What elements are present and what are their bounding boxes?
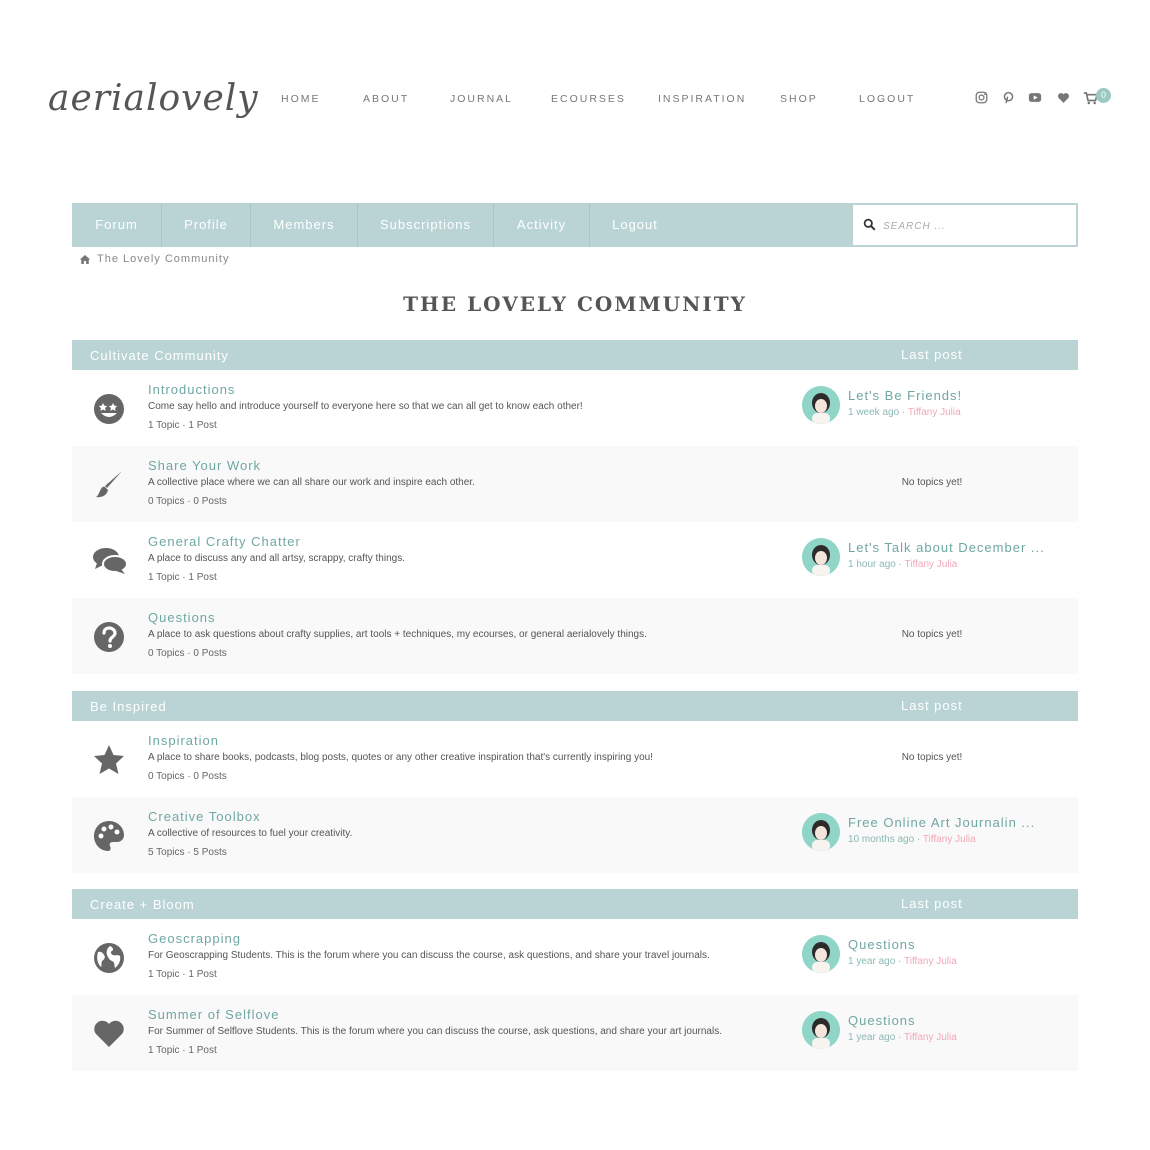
forum-stats: 1 Topic · 1 Post	[148, 420, 217, 431]
forum-stats: 0 Topics · 0 Posts	[148, 648, 227, 659]
forum-description: Come say hello and introduce yourself to everyone here so that we can all get to know each other!	[148, 401, 583, 412]
no-topics-label: No topics yet!	[901, 752, 963, 763]
palette-icon	[92, 819, 126, 853]
forum-stats: 1 Topic · 1 Post	[148, 572, 217, 583]
chat-bubbles-icon	[92, 544, 126, 578]
last-post-author[interactable]: Tiffany Julia	[904, 559, 958, 570]
paintbrush-icon	[92, 468, 126, 502]
forum-row	[72, 598, 1078, 674]
avatar[interactable]	[802, 935, 840, 973]
nav-home[interactable]: HOME	[281, 93, 321, 105]
star-icon	[92, 743, 126, 777]
section-header	[72, 889, 1078, 919]
section-title: Cultivate Community	[90, 348, 229, 363]
last-post-title[interactable]: Questions	[848, 1013, 916, 1028]
avatar[interactable]	[802, 1011, 840, 1049]
forum-title[interactable]: Inspiration	[148, 733, 219, 748]
nav-about[interactable]: ABOUT	[363, 93, 410, 105]
search-icon[interactable]	[863, 218, 876, 236]
last-post-meta: 10 months ago · Tiffany Julia	[848, 834, 976, 845]
forum-description: For Summer of Selflove Students. This is the forum where you can discuss the course, ask questions, and share your art journals.	[148, 1026, 722, 1037]
forum-description: For Geoscrapping Students. This is the forum where you can discuss the course, ask questions, and share your travel journals.	[148, 950, 710, 961]
last-post-meta: 1 year ago · Tiffany Julia	[848, 1032, 957, 1043]
section-title: Be Inspired	[90, 699, 167, 714]
forum-title[interactable]: Geoscrapping	[148, 931, 241, 946]
last-post-time[interactable]: 1 year ago	[848, 956, 896, 967]
last-post-author[interactable]: Tiffany Julia	[903, 956, 957, 967]
logo-text: aerialovely	[48, 78, 259, 119]
globe-icon	[92, 941, 126, 975]
forum-stats: 0 Topics · 0 Posts	[148, 496, 227, 507]
last-post-author[interactable]: Tiffany Julia	[903, 1032, 957, 1043]
last-post-meta: 1 year ago · Tiffany Julia	[848, 956, 957, 967]
last-post-meta: 1 hour ago · Tiffany Julia	[848, 559, 958, 570]
last-post-title[interactable]: Let's Talk about December ...	[848, 540, 1045, 555]
last-post-title[interactable]: Let's Be Friends!	[848, 388, 963, 403]
nav-shop[interactable]: SHOP	[780, 93, 818, 105]
instagram-icon[interactable]	[975, 91, 989, 105]
home-icon[interactable]	[79, 254, 91, 268]
search-input[interactable]	[883, 215, 1063, 237]
last-post-author[interactable]: Tiffany Julia	[922, 834, 976, 845]
no-topics-label: No topics yet!	[901, 629, 963, 640]
pinterest-icon[interactable]	[1002, 91, 1016, 105]
forum-title[interactable]: Introductions	[148, 382, 236, 397]
last-post-meta: 1 week ago · Tiffany Julia	[848, 407, 961, 418]
tab-activity[interactable]: Activity	[494, 203, 590, 247]
forum-row	[72, 522, 1078, 598]
forum-row	[72, 370, 1078, 446]
forum-row	[72, 797, 1078, 873]
question-icon	[92, 620, 126, 654]
forum-description: A collective of resources to fuel your creativity.	[148, 828, 353, 839]
last-post-time[interactable]: 1 hour ago	[848, 559, 896, 570]
last-post-label: Last post	[901, 698, 963, 713]
no-topics-label: No topics yet!	[901, 477, 963, 488]
avatar[interactable]	[802, 813, 840, 851]
smile-icon	[92, 392, 126, 426]
avatar[interactable]	[802, 538, 840, 576]
forum-stats: 1 Topic · 1 Post	[148, 1045, 217, 1056]
avatar[interactable]	[802, 386, 840, 424]
forum-title[interactable]: General Crafty Chatter	[148, 534, 301, 549]
nav-logout[interactable]: LOGOUT	[859, 93, 916, 105]
forum-stats: 1 Topic · 1 Post	[148, 969, 217, 980]
nav-journal[interactable]: JOURNAL	[450, 93, 514, 105]
tab-subscriptions[interactable]: Subscriptions	[358, 203, 494, 247]
tab-profile[interactable]: Profile	[162, 203, 251, 247]
forum-description: A collective place where we can all share our work and inspire each other.	[148, 477, 475, 488]
forum-row	[72, 919, 1078, 995]
nav-ecourses[interactable]: ECOURSES	[551, 93, 626, 105]
forum-row	[72, 446, 1078, 522]
heart-icon	[92, 1017, 126, 1051]
breadcrumb-current[interactable]: The Lovely Community	[97, 253, 230, 265]
forum-title[interactable]: Share Your Work	[148, 458, 262, 473]
forum-description: A place to ask questions about crafty supplies, art tools + techniques, my ecourses, or general aerialovely things.	[148, 629, 647, 640]
cart-icon[interactable]	[1083, 91, 1097, 105]
page-title: THE LOVELY COMMUNITY	[403, 292, 747, 316]
search-box	[851, 203, 1078, 247]
last-post-label: Last post	[901, 347, 963, 362]
forum-stats: 0 Topics · 0 Posts	[148, 771, 227, 782]
heart-icon[interactable]	[1057, 91, 1071, 105]
last-post-label: Last post	[901, 896, 963, 911]
forum-stats: 5 Topics · 5 Posts	[148, 847, 227, 858]
last-post-time[interactable]: 10 months ago	[848, 834, 915, 845]
forum-description: A place to share books, podcasts, blog posts, quotes or any other creative inspiration that's currently inspiring you!	[148, 752, 653, 763]
last-post-author[interactable]: Tiffany Julia	[907, 407, 961, 418]
section-header	[72, 340, 1078, 370]
forum-title[interactable]: Summer of Selflove	[148, 1007, 280, 1022]
forum-row	[72, 721, 1078, 797]
last-post-title[interactable]: Free Online Art Journalin ...	[848, 815, 1036, 830]
tab-logout[interactable]: Logout	[612, 217, 658, 232]
last-post-time[interactable]: 1 year ago	[848, 1032, 896, 1043]
tab-members[interactable]: Members	[251, 203, 358, 247]
cart-count-badge: 0	[1096, 88, 1111, 103]
last-post-time[interactable]: 1 week ago	[848, 407, 900, 418]
site-header	[0, 0, 1150, 160]
site-logo[interactable]	[46, 66, 259, 132]
section-title: Create + Bloom	[90, 897, 195, 912]
youtube-icon[interactable]	[1028, 91, 1042, 105]
section-header	[72, 691, 1078, 721]
forum-row	[72, 995, 1078, 1071]
forum-title[interactable]: Questions	[148, 610, 216, 625]
tab-forum[interactable]: Forum	[72, 203, 162, 247]
forum-description: A place to discuss any and all artsy, scrappy, crafty things.	[148, 553, 405, 564]
last-post-title[interactable]: Questions	[848, 937, 916, 952]
forum-title[interactable]: Creative Toolbox	[148, 809, 261, 824]
nav-inspiration[interactable]: INSPIRATION	[658, 93, 747, 105]
